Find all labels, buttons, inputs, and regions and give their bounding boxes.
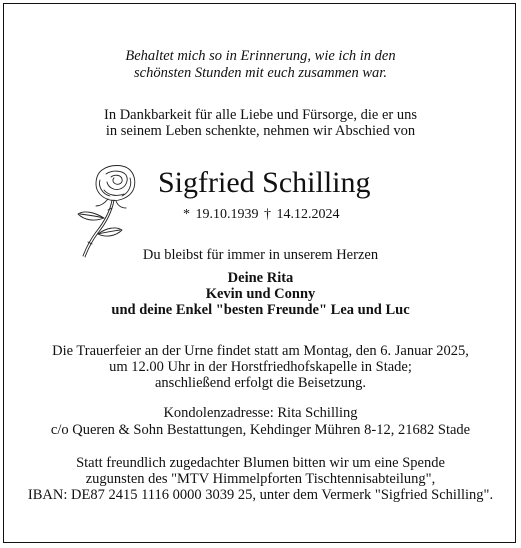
life-dates: * 19.10.1939 † 14.12.2024 [183,207,340,222]
donation-line-1: Statt freundlich zugedachter Blumen bitten wir um eine Spende [76,455,445,471]
intro-line-2: in seinem Leben schenkte, nehmen wir Abschied von [105,123,416,139]
heart-line: Du bleibst für immer in unserem Herzen [142,247,379,263]
funeral-line-2: um 12.00 Uhr in der Horstfriedhofskapelle in Stade; [109,359,412,375]
condolence-line-2: c/o Queren & Sohn Bestattungen, Kehdinger Mühren 8-12, 21682 Stade [50,422,471,438]
motto-line-2: schönsten Stunden mit euch zusammen war. [134,65,387,81]
condolence-line-1: Kondolenzadresse: Rita Schilling [163,405,358,421]
motto-line-1: Behaltet mich so in Erinnerung, wie ich in den [125,48,396,64]
mourner-line-3: und deine Enkel "besten Freunde" Lea und Luc [111,302,410,318]
mourner-line-1: Deine Rita [227,270,294,286]
rose-icon [74,162,158,260]
intro-line-1: In Dankbarkeit für alle Liebe und Fürsorge, die er uns [104,107,417,123]
funeral-line-3: anschließend erfolgt die Beisetzung. [155,375,366,391]
funeral-line-1: Die Trauerfeier an der Urne findet statt am Montag, den 6. Januar 2025, [52,343,469,359]
mourner-line-2: Kevin und Conny [205,286,316,302]
donation-line-3: IBAN: DE87 2415 1116 0000 3039 25, unter dem Vermerk "Sigfried Schilling". [27,487,494,503]
deceased-name: Sigfried Schilling [158,166,371,199]
donation-line-2: zugunsten des "MTV Himmelpforten Tischtennisabteilung", [85,471,436,487]
